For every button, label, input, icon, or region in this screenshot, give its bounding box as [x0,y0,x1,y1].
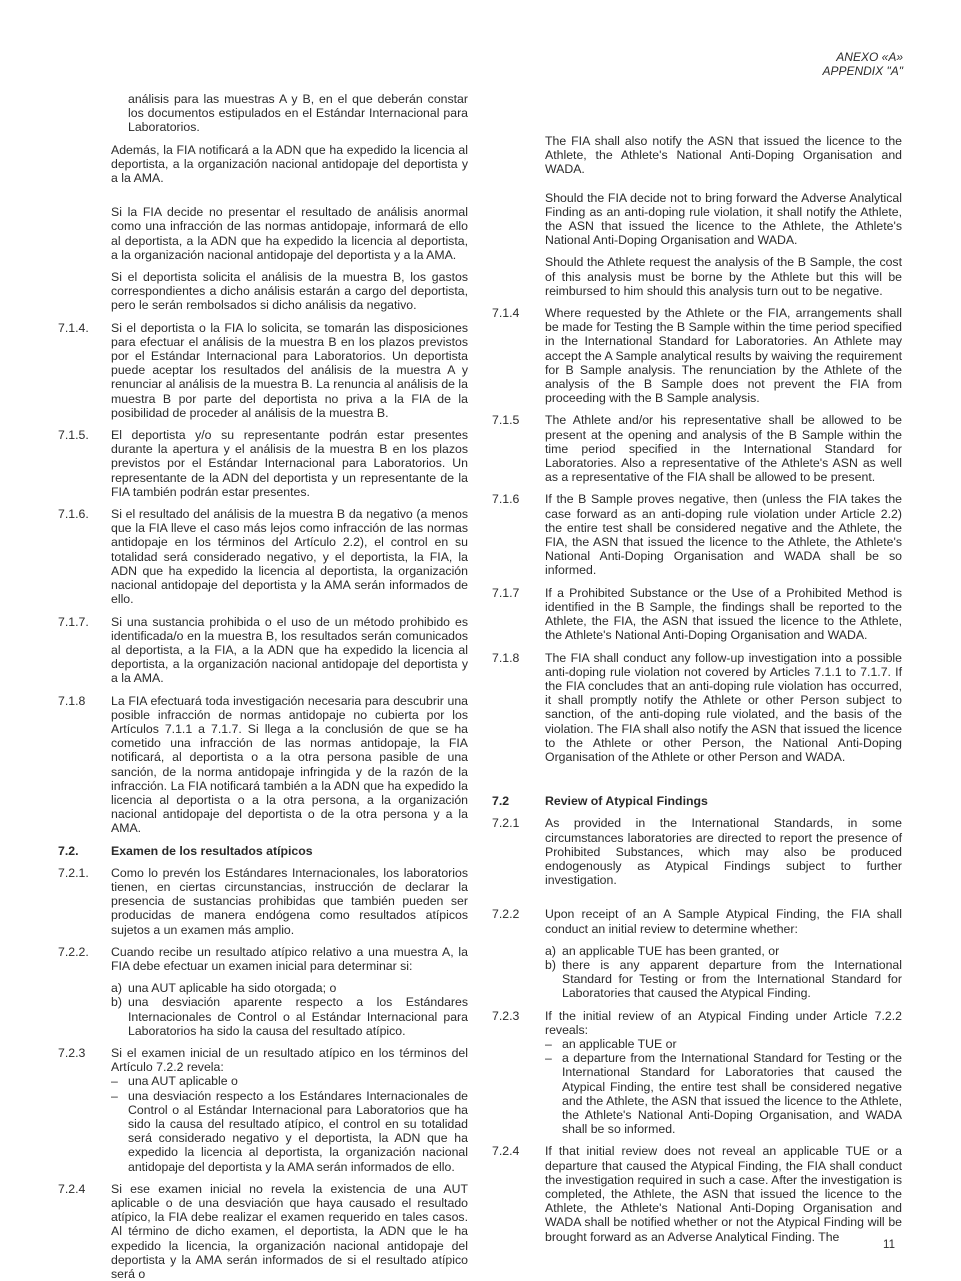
article-text: As provided in the International Standards, in some circumstances laboratories are directed to report the presence of Prohibited Substances, which may also be produced endogenously as Atypical Findings subject to further investigation. [545,816,902,888]
article-7-1-7 [58,615,468,686]
paragraph-decide: Si la FIA decide no presentar el resultado de análisis anormal como una infracción de las normas antidopaje, informará de ello al deportista, a la ADN que ha expedido la licencia al deportista, a la organización nacional antidopaje del deportista y a la AMA. [111,205,468,262]
article-text: Upon receipt of an A Sample Atypical Finding, the FIA shall conduct an initial review to determine whether: [545,907,902,936]
list-marker: a) [111,981,122,996]
article-number: 7.2.2 [492,907,520,922]
list-marker: – [111,1088,118,1103]
article-7-2-1 [492,816,902,887]
article-text: La FIA efectuará toda investigación necesaria para descubrir una posible infracción de normas antidopaje no cubierta por los Artículos 7.1.1 a 7.1.7. Si llega a la conclusión de que se ha cometido una infracción de las normas antidopaje, la FIA notificará, al deportista o a la otra persona pasible de una sanción, de la norma antidopaje infringida y de la razón de la infracción. La FIA notificará también a la ADN que ha expedido la licencia al deportista o a la otra persona, a la organización nacional antidopaje del deportista o de la otra persona y a la AMA. [111,693,468,836]
article-text: If a Prohibited Substance or the Use of a Prohibited Method is identified in the B Sample, the findings shall be reported to the Athlete, the FIA, the ASN that issued the licence to the Athlete, the Athlete's National Anti-Doping Organisation and WADA. [545,585,902,643]
article-number: 7.1.7 [492,585,520,600]
article-number: 7.1.7. [58,614,89,629]
article-number: 7.1.4 [492,306,520,321]
article-number: 7.2.1. [58,865,89,880]
list-marker: b) [111,995,122,1010]
list-item [545,958,902,1001]
article-7-1-6 [58,507,468,606]
list-text: una desviación respecto a los Estándares Internacionales de Control o al Estándar Internacional para Laboratorios que ha sido la causa del resultado atípico, el control en su totalidad será considerado negativo y el deportista, la ADN que ha expedido la licencia al deportista, la organización nacional antidopaje del deportista y la AMA serán informados de ello. [128,1088,468,1174]
article-text: Si el deportista o la FIA lo solicita, se tomarán las disposiciones para efectuar el análisis de la muestra B en los plazos previstos por el Estándar Internacional para Laboratorios. Un deportista puede aceptar los resultados del análisis de la muestra A y renunciar al análisis de la muestra B. La renuncia al análisis de la muestra B por parte del deportista no priva a la FIA de la posibilidad de proceder al análisis de la muestra B. [111,320,468,420]
header-spanish: ANEXO «A» [836,50,903,64]
list-text: there is any apparent departure from the International Standard for Testing or from the International Standard for Laboratories that caused the Atypical Finding. [562,957,902,1001]
section-7-2-heading [58,844,468,858]
article-number: 7.2.1 [492,816,520,831]
list-marker: – [545,1051,552,1066]
section-title: Review of Atypical Findings [545,794,708,809]
article-7-2-2 [58,945,468,1038]
article-text: Si una sustancia prohibida o el uso de un método prohibido es identificada/o en la muestra B, los resultados serán comunicados al deportista, a la FIA, a la ADN que ha expedido la licencia al deportista, a la organización nacional antidopaje del deportista y a la AMA. [111,614,468,686]
article-text: Cuando recibe un resultado atípico relativo a una muestra A, la FIA debe efectuar un examen inicial para determinar si: [111,944,468,973]
article-text: If the B Sample proves negative, then (unless the FIA takes the case forward as an anti-doping rule violation under Article 2.2) the entire test shall be considered negative and the Athlete, the FIA, the ASN that issued the licence to the Athlete, the Athlete's National Anti-Doping Organisation and WADA shall be so informed. [545,492,902,578]
list-text: una AUT aplicable ha sido otorgada; o [128,981,337,996]
list-marker: – [111,1074,118,1089]
section-number: 7.2. [58,843,79,858]
article-text: Where requested by the Athlete or the FIA, arrangements shall be made for Testing the B Sample within the time period specified in the International Standard for Laboratories. An Athlete may accept the A Sample analytical results by waiving the requirement for B Sample analysis. The renunciation by the Athlete of the analysis of the B Sample does not prevent the FIA from proceeding with the B Sample analysis. [545,306,902,406]
article-text: Si el resultado del análisis de la muestra B da negativo (a menos que la FIA lleve el caso más lejos como infracción de las normas antidopaje en los términos del Artículo 2.2), el control en su totalidad será considerado negativo, y el deportista, la FIA, la ADN que ha expedido la licencia al deportista, la organización nacional antidopaje del deportista y la AMA serán informados de ello. [111,507,468,607]
paragraph-request: Should the Athlete request the analysis of the B Sample, the cost of this analysis must be borne by the Athlete but this will be reimbursed to him should this analysis turn out to be negative. [545,255,902,298]
list-item [111,1074,468,1088]
article-number: 7.1.5 [492,413,520,428]
page-number: 11 [883,1239,895,1251]
article-7-1-5 [58,428,468,499]
article-7-1-5 [492,413,902,484]
article-text: If that initial review does not reveal an applicable TUE or a departure that caused the Atypical Finding, the FIA shall conduct the investigation required in such a case. After the investigation is completed, the Athlete, the ASN that issued the licence to the Athlete, the Athlete's National Anti-Doping Organisation and WADA shall be notified whether or not the Atypical Finding will be brought forward as an Adverse Analytical Finding. The [545,1144,902,1244]
paragraph-notify: The FIA shall also notify the ASN that issued the licence to the Athlete, the Athlete's National Anti-Doping Organisation and WADA. [545,134,902,177]
paragraph-continuation: análisis para las muestras A y B, en el que deberán constar los documentos estipulados en el Estándar Internacional para Laboratorios. [128,92,468,135]
article-7-2-1 [58,866,468,937]
article-number: 7.1.5. [58,428,89,443]
article-7-1-4 [58,321,468,420]
list-text: a departure from the International Standard for Testing or the International Standard for Laboratories that caused the Atypical Finding, the entire test shall be considered negative and the Athlete, the ASN that issued the licence to the Athlete, the Athlete's National Anti-Doping Organisation, and WADA shall be so informed. [562,1051,902,1137]
article-text: Como lo prevén los Estándares Internacionales, los laboratorios tienen, en ciertas circunstancias, instrucción de declarar la presencia de sustancias prohibidas que también pueden ser producidas de manera endógena como resultados atípicos sujetos a un examen más amplio. [111,865,468,937]
list-item [111,1089,468,1174]
section-title: Examen de los resultados atípicos [111,843,313,858]
paragraph-decide: Should the FIA decide not to bring forward the Adverse Analytical Finding as an anti-doping rule violation, it shall notify the Athlete, the ASN that issued the licence to the Athlete, the Athlete's National Anti-Doping Organisation and WADA. [545,190,902,248]
article-7-1-4 [492,306,902,405]
list-item [111,995,468,1038]
article-7-2-4 [492,1144,902,1243]
list-text: una desviación aparente respecto a los Estándares Internacionales de Control o al Estándar Internacional para Laboratorios ha sido la causa del resultado atípico. [128,995,468,1038]
page-header [822,50,903,78]
article-7-1-8 [492,651,902,765]
article-7-1-6 [492,492,902,577]
list-item [545,944,902,958]
article-number: 7.2.2. [58,944,89,959]
article-7-1-8 [58,694,468,836]
article-number: 7.2.4 [492,1144,520,1159]
article-7-2-2 [492,907,902,1000]
article-number: 7.1.8 [58,693,86,708]
article-text: The FIA shall conduct any follow-up investigation into a possible anti-doping rule violation not covered by Articles 7.1.1 to 7.1.7. If the FIA concludes that an anti-doping rule violation has occurred, it shall promptly notify the Athlete or other Person subject to sanction, of the anti-doping rule violated, and the basis of the violation. The FIA shall also notify the ASN that issued the licence to the Athlete or other Person, the National Anti-Doping Organisation of the Athlete or other Person and WADA. [545,650,902,764]
section-7-2-heading [492,794,902,808]
section-number: 7.2 [492,794,510,809]
list-marker: – [545,1036,552,1051]
header-english: APPENDIX "A" [822,64,903,78]
list-item [111,981,468,995]
article-number: 7.1.8 [492,650,520,665]
article-number: 7.2.3 [58,1045,86,1060]
list-marker: a) [545,943,556,958]
article-7-2-4 [58,1182,468,1281]
spanish-column [58,92,468,1281]
english-column [492,134,902,1244]
list-text: una AUT aplicable o [128,1074,238,1089]
article-text: Si el examen inicial de un resultado atípico en los términos del Artículo 7.2.2 revela: [111,1045,468,1075]
list-marker: b) [545,957,556,972]
article-7-1-7 [492,586,902,643]
article-7-2-3 [58,1046,468,1174]
article-7-2-3 [492,1009,902,1137]
paragraph-request: Si el deportista solicita el análisis de la muestra B, los gastos correspondientes a dicho análisis estarán a cargo del deportista, pero le serán rembolsados si dicho análisis da negativo. [111,270,468,313]
article-number: 7.1.6 [492,492,520,507]
article-number: 7.2.3 [492,1008,520,1023]
article-text: El deportista y/o su representante podrán estar presentes durante la apertura y el análisis de la muestra B en los plazos previstos por el Estándar Internacional para Laboratorios. Un representante de la ADN del deportista y un representante de la FIA también podrán estar presentes. [111,428,468,499]
article-number: 7.1.4. [58,320,89,335]
list-item [545,1037,902,1051]
article-text: Si ese examen inicial no revela la existencia de una AUT aplicable o de una desviación que haya causado el resultado atípico, la FIA debe realizar el examen requerido en tales casos. Al término de dicho examen, el deportista, la ADN que le ha expedido la licencia, la organización nacional antidopaje del deportista y la AMA serán informados de si el resultado atípico será o [111,1181,468,1281]
article-text: The Athlete and/or his representative shall be allowed to be present at the opening and analysis of the B Sample within the time period specified in the International Standard for Laboratories. Also a representative of the Athlete's ASN as well as a representative of the FIA shall be allowed to be present. [545,413,902,485]
list-text: an applicable TUE has been granted, or [562,943,780,958]
list-text: an applicable TUE or [562,1036,677,1051]
list-item [545,1051,902,1136]
article-number: 7.2.4 [58,1181,86,1196]
article-text: If the initial review of an Atypical Finding under Article 7.2.2 reveals: [545,1008,902,1037]
paragraph-notify: Además, la FIA notificará a la ADN que ha expedido la licencia al deportista, a la organización nacional antidopaje del deportista y a la AMA. [111,142,468,186]
article-number: 7.1.6. [58,507,89,522]
